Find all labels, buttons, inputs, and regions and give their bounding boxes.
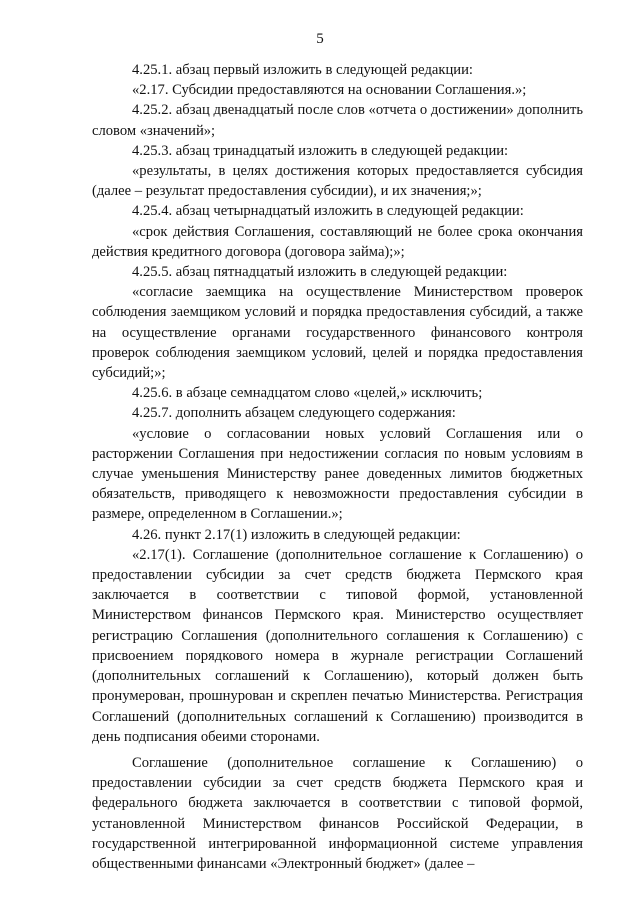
paragraph: 4.25.2. абзац двенадцатый после слов «отчета о достижении» дополнить словом «значений»;: [92, 102, 583, 139]
paragraph: «результаты, в целях достижения которых предоставляется субсидия (далее – результат предоставления субсидии), и их значения;»;: [92, 163, 583, 200]
paragraph: «срок действия Соглашения, составляющий не более срока окончания действия кредитного договора (договора займа);»;: [92, 223, 583, 260]
paragraph: 4.25.1. абзац первый изложить в следующей редакции:: [132, 62, 473, 78]
paragraph: 4.25.5. абзац пятнадцатый изложить в следующей редакции:: [132, 264, 508, 281]
paragraph: «2.17. Субсидии предоставляются на основании Соглашения.»;: [132, 82, 527, 99]
paragraph: 4.25.3. абзац тринадцатый изложить в следующей редакции:: [132, 142, 509, 159]
paragraph: «согласие заемщика на осуществление Министерством проверок соблюдения заемщиком условий и порядка предоставления субсидий, а также на осуществление органами государственного финансового контроля проверок соблюдения заемщиком условий, целей и порядка предоставления субсидий;»;: [92, 284, 583, 382]
paragraph: «условие о согласовании новых условий Соглашения или о расторжении Соглашения при недостижении согласия по новым условиям в случае уменьшения Министерству ранее доведенных лимитов бюджетных обязательств, приводящего к невозможности предоставления субсидии в размере, определенном в Соглашении.»;: [92, 425, 583, 523]
document-body: [92, 60, 583, 874]
paragraph: 4.26. пункт 2.17(1) изложить в следующей редакции:: [132, 526, 461, 543]
paragraph: Соглашение (дополнительное соглашение к Соглашению) о предоставлении субсидии за счет средств бюджета Пермского края и федерального бюджета заключается в соответствии с типовой формой, установленной Министерством финансов Российской Федерации, в государственной интегрированной информационной системе управления общественными финансами «Электронный бюджет» (далее –: [92, 754, 583, 872]
paragraph: 4.25.4. абзац четырнадцатый изложить в следующей редакции:: [132, 203, 524, 220]
paragraph: 4.25.7. дополнить абзацем следующего содержания:: [132, 405, 456, 422]
page-number: 5: [316, 31, 324, 47]
paragraph: «2.17(1). Соглашение (дополнительное соглашение к Соглашению) о предоставлении субсидии за счет средств бюджета Пермского края заключается в соответствии с типовой формой, установленной Министерством финансов Пермского края. Министерство осуществляет регистрацию Соглашения (дополнительного соглашения к Соглашению) с присвоением порядкового номера в журнале регистрации Соглашений (дополнительных соглашений к Соглашению), который должен быть пронумерован, прошнурован и скреплен печатью Министерства. Регистрация Соглашений (дополнительных соглашений к Соглашению) производится в день подписания обеими сторонами.: [92, 546, 583, 745]
paragraph: 4.25.6. в абзаце семнадцатом слово «целей,» исключить;: [132, 385, 483, 402]
